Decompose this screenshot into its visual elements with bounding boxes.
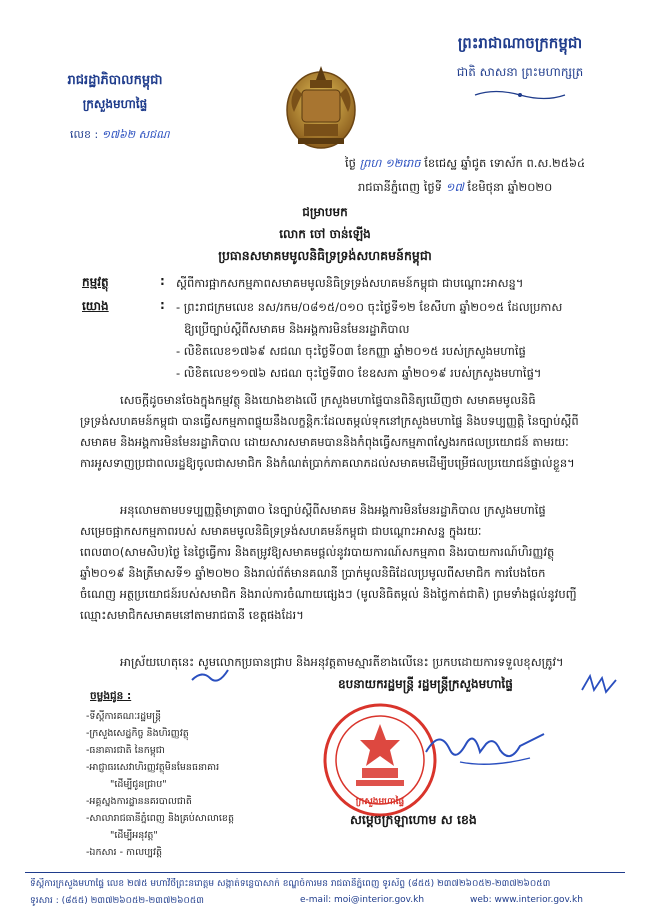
reference-label: យោង <box>82 299 109 313</box>
cc-item: -សាលារាជធានីភ្នំពេញ និងគ្រប់សាលាខេត្ត <box>86 813 234 824</box>
kingdom-title: ព្រះរាជាណាចក្រកម្ពុជា <box>457 34 583 52</box>
reference-item-2: - លិខិតលេខ១៧៦៩ សជណ ចុះថ្ងៃទី០៣ ខែកញ្ញា ឆ្នាំ២០១៥ របស់ក្រសួងមហាផ្ទៃ <box>176 344 526 358</box>
initials-mark-icon <box>580 672 620 696</box>
solar-date-rest: ខែមិថុនា ឆ្នាំ២០២០ <box>467 180 553 194</box>
reference-number-block <box>70 128 170 144</box>
cc-item: "ដើម្បីជូនជ្រាប" <box>110 779 167 790</box>
lunar-date-rest: ខែជេស្ឋ ឆ្នាំជូត ទោស័ក ព.ស.២៥៦៤ <box>424 156 586 170</box>
signer-title: ឧបនាយករដ្ឋមន្ត្រី រដ្ឋមន្ត្រីក្រសួងមហាផ្ទៃ <box>338 677 513 691</box>
subject-colon: : <box>160 274 165 288</box>
government-title: រាជរដ្ឋាភិបាលកម្ពុជា <box>67 73 163 88</box>
lunar-date-prefix: ថ្ងៃ <box>345 156 356 170</box>
cc-item: "ដើម្បីអនុវត្ត" <box>110 830 158 841</box>
reference-item-1: - ព្រះរាជក្រមលេខ នស/រកម/០៨១៥/០១០ ចុះថ្ងៃទី១២ ខែសីហា ឆ្នាំ២០១៥ ដែលប្រកាស <box>176 300 563 314</box>
subject-text: ស្តីពីការផ្អាកសកម្មភាពសមាគមមូលនិធិទ្រទ្រង់សហគមន៍កម្ពុជា ជាបណ្តោះអាសន្ន។ <box>176 276 524 290</box>
signer-name: សម្តេចក្រឡាហោម ស ខេង <box>350 812 477 827</box>
greeting: ជម្រាបមក <box>302 205 348 219</box>
lunar-date-line <box>345 152 585 175</box>
cc-title: ចម្លងជូន : <box>90 690 132 702</box>
body-paragraph-3: អាស្រ័យហេតុនេះ សូមលោកប្រធានជ្រាប និងអនុវត្តតាមស្មារតីខាងលើនេះ ប្រកបដោយការទទួលខុសត្រូវ។ <box>120 655 564 669</box>
footer-address: ទីស្តីការក្រសួងមហាផ្ទៃ លេខ ២៧៥ មហាវិថីព្រះនរោត្តម សង្កាត់ទន្លេបាសាក់ ខណ្ឌចំការមន រាជធានីភ្នំពេញ ទូរស័ព្ទ (៨៥៥) ២៣៧២៦០៥២-២៣៧២៦០៥៣ <box>30 879 551 889</box>
cc-item: -ឯកសារ - កាលប្បវត្តិ <box>86 847 163 858</box>
ministry-title: ក្រសួងមហាផ្ទៃ <box>82 97 148 111</box>
reference-item-1-cont: ឱ្យប្រើច្បាប់ស្តីពីសមាគម និងអង្គការមិនមែនរដ្ឋាភិបាល <box>184 322 410 336</box>
subject-label: កម្មវត្ថុ <box>82 275 109 289</box>
royal-emblem-icon <box>280 60 362 152</box>
cc-item: -អគ្គស្នងការដ្ឋាននគរបាលជាតិ <box>86 796 192 807</box>
footer-divider <box>25 872 625 873</box>
cc-item: -អាជ្ញាធរសេវាហិរញ្ញវត្ថុមិនមែនធនាគារ <box>86 762 220 773</box>
addressee-name: លោក ចៅ ចាន់ឡើង <box>279 227 371 241</box>
cc-item: -ក្រសួងសេដ្ឋកិច្ច និងហិរញ្ញវត្ថុ <box>86 728 189 739</box>
lunar-date-day: ព្រហ ១២រោច <box>359 156 421 170</box>
seal-text: ក្រសួងមហាផ្ទៃ <box>355 797 405 807</box>
solar-date-prefix: រាជធានីភ្នំពេញ ថ្ងៃទី <box>358 180 442 194</box>
footer-fax: ទូរសារ : (៨៥៥) ២៣៧២៦០៥២-២៣៧២៦០៥៣ <box>30 896 204 906</box>
body-paragraph-2: អនុលោមតាមបទប្បញ្ញត្តិមាត្រា៣០ នៃច្បាប់ស្តីពីសមាគម និងអង្គការមិនមែនរដ្ឋាភិបាល ក្រសួងមហាផ្ទៃ សម្រេចផ្អាកសកម្មភាពរបស់ សមាគមមូលនិធិទ្រទ្រង់សហគមន៍កម្ពុជា ជាបណ្តោះអាសន្ន ក្នុងរយៈពេល៣០(សាមសិប)ថ្ងៃ នៃថ្ងៃធ្វើការ និងតម្រូវឱ្យសមាគមផ្តល់នូវរបាយការណ៍សកម្មភាព និងរបាយការណ៍ហិរញ្ញវត្ថុ ឆ្នាំ២០១៩ និងត្រីមាសទី១ ឆ្នាំ២០២០ និងរាល់ព័ត៌មានគណនី ប្រាក់មូលនិធិដែលប្រមូលពីសមាជិក ការបែងចែកចំណេញ អត្ថប្រយោជន៍របស់សមាជិក និងរាល់ការចំណាយផ្សេងៗ (មូលនិធិតម្កល់ និងថ្លៃកាត់ជាតិ) ព្រមទាំងផ្តល់នូវបញ្ជីឈ្មោះសមាជិកសមាគមនៅតាមរាជធានី ខេត្តផងដែរ។ <box>80 503 577 622</box>
reference-number-label: លេខ : <box>70 128 99 141</box>
body-paragraph-1: សេចក្តីដូចមានចែងក្នុងកម្មវត្ថុ និងយោងខាងលើ ក្រសួងមហាផ្ទៃបានពិនិត្យឃើញថា សមាគមមូលនិធិទ្រទ្រង់សហគមន៍កម្ពុជា បានធ្វើសកម្មភាពផ្ទុយនឹងលក្ខន្តិកៈដែលតម្កល់ទុកនៅក្រសួងមហាផ្ទៃ និងបទប្បញ្ញត្តិ នៃច្បាប់ស្តីពីសមាគម និងអង្គការមិនមែនរដ្ឋាភិបាល ដោយសារសមាគមបាននិងកំពុងធ្វើសកម្មភាពស្វែងរកផលប្រយោជន៍ តាមរយៈការអូសទាញប្រជាពលរដ្ឋឱ្យចូលជាសមាជិក និងកំណត់ប្រាក់ភាគលាភដល់សមាគមដើម្បីបម្រើផលប្រយោជន៍ផ្ទាល់ខ្លួន។ <box>80 393 579 470</box>
footer-email[interactable]: e-mail: moi@interior.gov.kh <box>300 895 425 905</box>
handwritten-signature-icon <box>420 722 550 772</box>
footer-website[interactable]: web: www.interior.gov.kh <box>470 895 583 905</box>
solar-date-line <box>358 176 552 199</box>
handwritten-mark-icon <box>190 666 230 686</box>
reference-number-value: ១៧៦២ សជណ <box>101 128 170 141</box>
national-motto: ជាតិ សាសនា ព្រះមហាក្សត្រ <box>456 65 584 79</box>
motto-ornament <box>470 88 570 102</box>
reference-item-3: - លិខិតលេខ១១៧៦ សជណ ចុះថ្ងៃទី៣០ ខែឧសភា ឆ្នាំ២០១៩ របស់ក្រសួងមហាផ្ទៃ។ <box>176 366 542 380</box>
cc-item: -ទីស្តីការគណៈរដ្ឋមន្ត្រី <box>86 711 162 722</box>
cc-item: -ធនាគារជាតិ នៃកម្ពុជា <box>86 745 165 756</box>
solar-date-day: ១៧ <box>445 180 464 194</box>
addressee-title: ប្រធានសមាគមមូលនិធិទ្រទ្រង់សហគមន៍កម្ពុជា <box>218 248 432 263</box>
reference-colon: : <box>160 298 165 312</box>
